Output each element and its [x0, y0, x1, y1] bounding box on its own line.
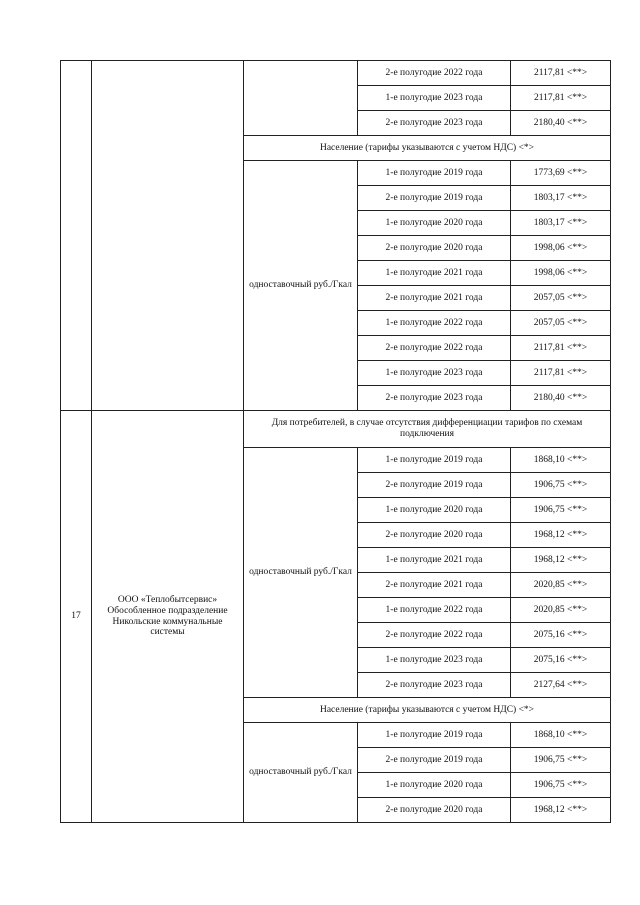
period-cell: 1-е полугодие 2020 года [358, 498, 511, 523]
price-cell: 2020,85 <**> [511, 598, 611, 623]
price-cell: 2117,81 <**> [511, 61, 611, 86]
group-header-row [61, 411, 611, 448]
period-cell: 2-е полугодие 2020 года [358, 236, 511, 261]
price-cell: 1868,10 <**> [511, 448, 611, 473]
period-cell: 1-е полугодие 2020 года [358, 211, 511, 236]
price-cell: 2180,40 <**> [511, 111, 611, 136]
price-cell: 2020,85 <**> [511, 573, 611, 598]
group-header: Население (тарифы указываются с учетом НДС) <*> [244, 698, 611, 723]
table-row [61, 61, 611, 86]
period-cell: 1-е полугодие 2019 года [358, 448, 511, 473]
tariff-type: одноставочный руб./Гкал [244, 161, 358, 411]
price-cell: 2117,81 <**> [511, 336, 611, 361]
period-cell: 1-е полугодие 2022 года [358, 311, 511, 336]
price-cell: 1998,06 <**> [511, 261, 611, 286]
group-header: Население (тарифы указываются с учетом НДС) <*> [244, 136, 611, 161]
period-cell: 2-е полугодие 2022 года [358, 623, 511, 648]
price-cell: 1906,75 <**> [511, 473, 611, 498]
price-cell: 1906,75 <**> [511, 498, 611, 523]
price-cell: 1773,69 <**> [511, 161, 611, 186]
period-cell: 2-е полугодие 2022 года [358, 61, 511, 86]
price-cell: 1906,75 <**> [511, 748, 611, 773]
price-cell: 1968,12 <**> [511, 523, 611, 548]
tariff-table [60, 60, 611, 823]
group-header: Для потребителей, в случае отсутствия дифференциации тарифов по схемам подключения [244, 411, 611, 448]
organization-name [92, 61, 244, 411]
period-cell: 1-е полугодие 2020 года [358, 773, 511, 798]
period-cell: 1-е полугодие 2019 года [358, 723, 511, 748]
tariff-type: одноставочный руб./Гкал [244, 448, 358, 698]
period-cell: 2-е полугодие 2019 года [358, 186, 511, 211]
price-cell: 2057,05 <**> [511, 286, 611, 311]
price-cell: 2117,81 <**> [511, 361, 611, 386]
organization-name: ООО «Теплобытсервис» Обособленное подразделение Никольские коммунальные системы [92, 411, 244, 823]
row-number [61, 61, 92, 411]
tariff-type: одноставочный руб./Гкал [244, 723, 358, 823]
period-cell: 2-е полугодие 2020 года [358, 798, 511, 823]
period-cell: 2-е полугодие 2019 года [358, 473, 511, 498]
period-cell: 2-е полугодие 2023 года [358, 111, 511, 136]
price-cell: 1803,17 <**> [511, 186, 611, 211]
period-cell: 1-е полугодие 2021 года [358, 261, 511, 286]
price-cell: 2075,16 <**> [511, 648, 611, 673]
tariff-type [244, 61, 358, 136]
price-cell: 1803,17 <**> [511, 211, 611, 236]
price-cell: 2117,81 <**> [511, 86, 611, 111]
period-cell: 1-е полугодие 2023 года [358, 648, 511, 673]
period-cell: 1-е полугодие 2022 года [358, 598, 511, 623]
price-cell: 1998,06 <**> [511, 236, 611, 261]
price-cell: 2075,16 <**> [511, 623, 611, 648]
price-cell: 1968,12 <**> [511, 798, 611, 823]
price-cell: 2057,05 <**> [511, 311, 611, 336]
price-cell: 2180,40 <**> [511, 386, 611, 411]
price-cell: 1868,10 <**> [511, 723, 611, 748]
period-cell: 1-е полугодие 2019 года [358, 161, 511, 186]
period-cell: 2-е полугодие 2021 года [358, 573, 511, 598]
period-cell: 1-е полугодие 2021 года [358, 548, 511, 573]
period-cell: 1-е полугодие 2023 года [358, 86, 511, 111]
period-cell: 2-е полугодие 2023 года [358, 673, 511, 698]
period-cell: 2-е полугодие 2023 года [358, 386, 511, 411]
period-cell: 2-е полугодие 2022 года [358, 336, 511, 361]
price-cell: 1968,12 <**> [511, 548, 611, 573]
row-number: 17 [61, 411, 92, 823]
period-cell: 2-е полугодие 2019 года [358, 748, 511, 773]
period-cell: 2-е полугодие 2020 года [358, 523, 511, 548]
price-cell: 1906,75 <**> [511, 773, 611, 798]
period-cell: 1-е полугодие 2023 года [358, 361, 511, 386]
price-cell: 2127,64 <**> [511, 673, 611, 698]
period-cell: 2-е полугодие 2021 года [358, 286, 511, 311]
